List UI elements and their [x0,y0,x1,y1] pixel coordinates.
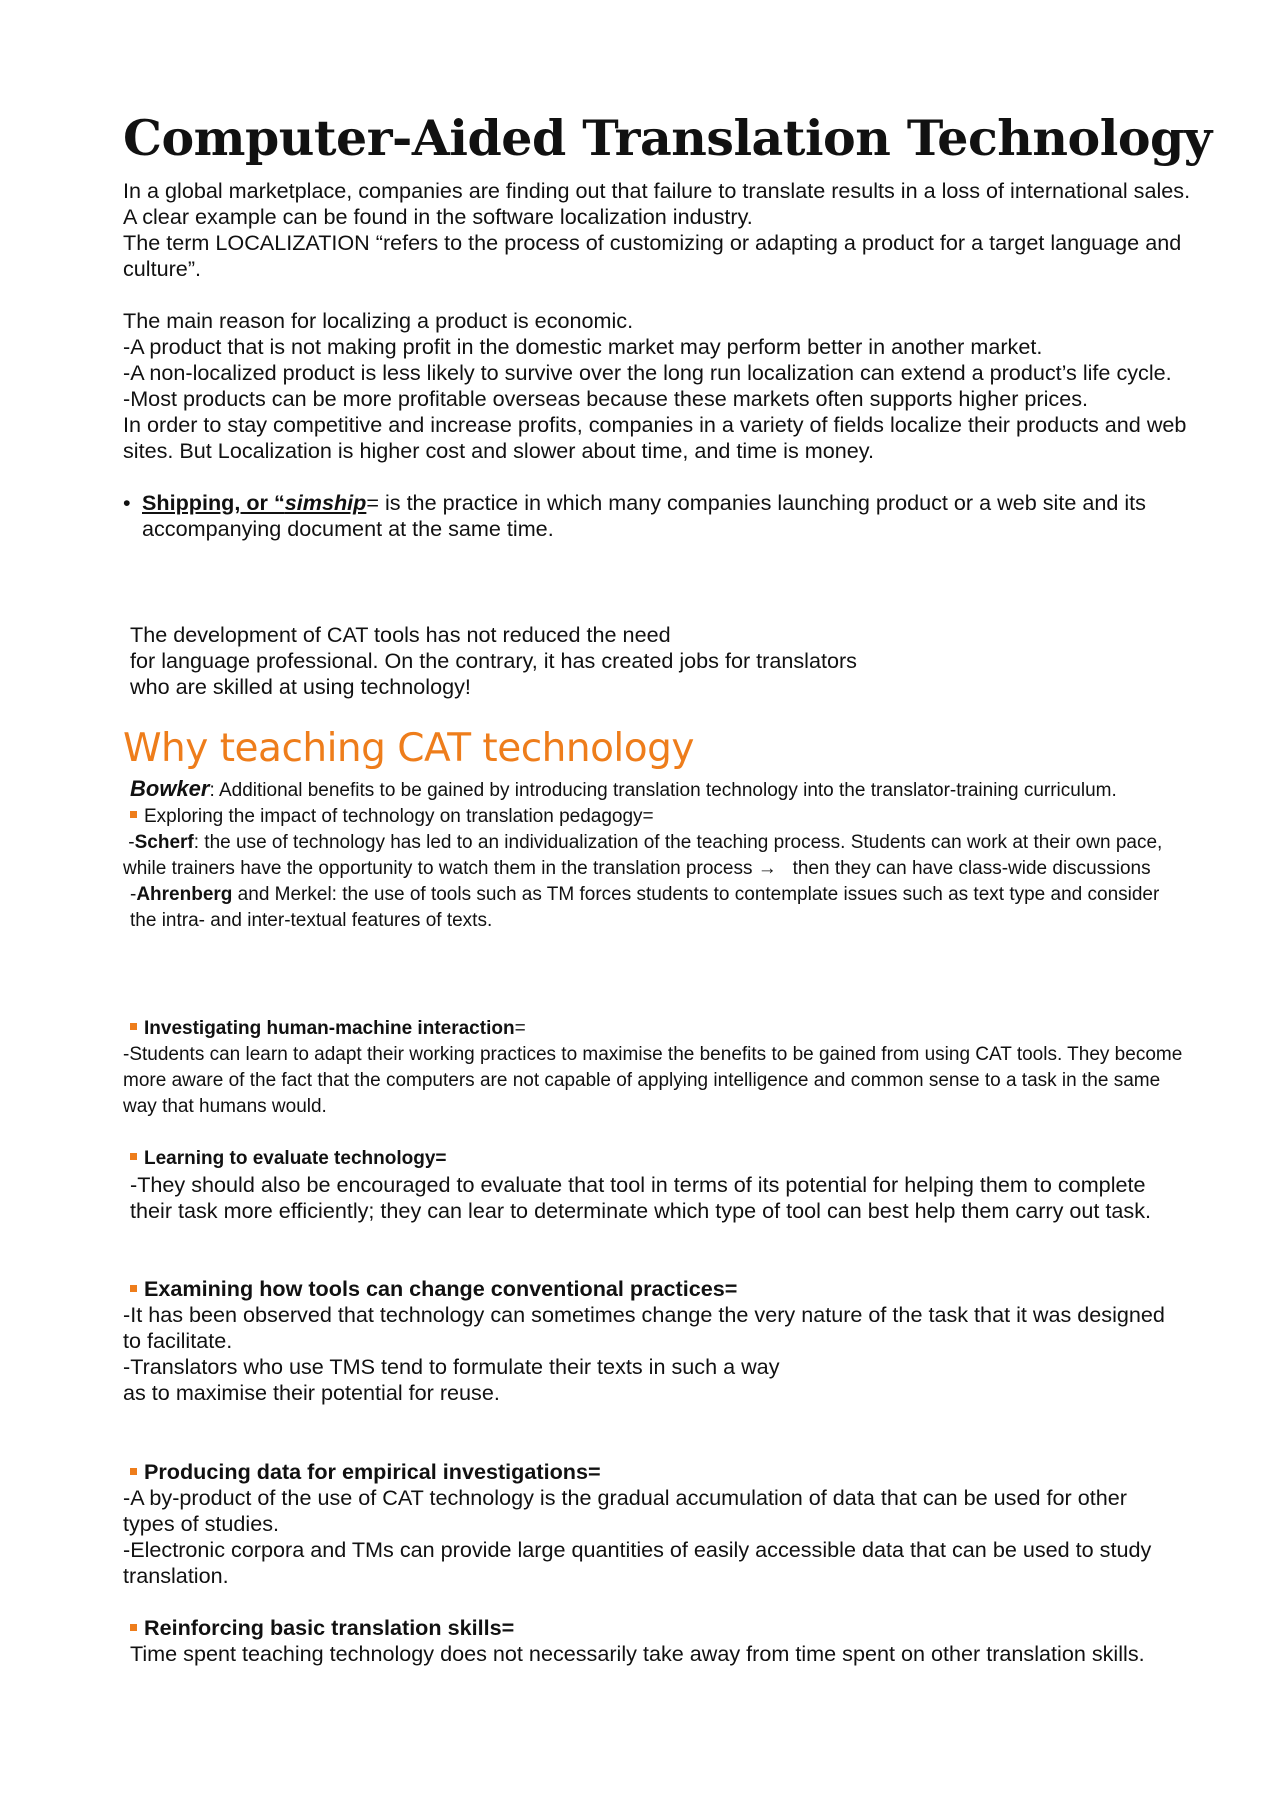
exploring-heading-text: Exploring the impact of technology on translation pedagogy= [144,806,654,827]
section-heading: Why teaching CAT technology [123,726,694,771]
investigating-heading-suffix: = [514,1018,526,1039]
cat-para-line: The development of CAT tools has not reduced the need [130,622,671,647]
intro-paragraph: In a global marketplace, companies are finding out that failure to translate results in a loss of international sales. A clear example can be found in the software localization industry. [123,178,1191,229]
exploring-heading [123,804,1183,830]
learning-heading-text: Learning to evaluate technology= [144,1148,447,1169]
orange-square-bullet-icon [130,1153,137,1160]
cat-para-line: for language professional. On the contrary, it has created jobs for translators [130,648,857,673]
ahrenberg-paragraph: -Ahrenberg and Merkel: the use of tools such as TM forces students to contemplate issues such as text type and consider the intra- and inter-textual features of texts. [130,884,1160,931]
reinforcing-text: Time spent teaching technology does not necessarily take away from time spent on other translation skills. [130,1641,1145,1666]
examining-section [123,1276,1183,1406]
cat-tools-paragraph [130,622,1130,700]
simship-definition: = is the practice in which many companies launching product or a web site and its accompanying document at the same time. [142,490,1146,541]
scherf-paragraph: -Scherf: the use of technology has led to an individualization of the teaching process. Students can work at their own pace, while trainers have the opportunity to watch them in the translation process → then they can have class-wide discussions [123,832,1163,879]
reason-higher-prices: -Most products can be more profitable overseas because these markets often supports higher prices. [123,386,1089,411]
producing-heading [123,1459,1183,1485]
localization-definition: The term LOCALIZATION “refers to the process of customizing or adapting a product for a target language and culture”. [123,230,1182,281]
cat-para-line: who are skilled at using technology! [130,674,471,699]
learning-section [123,1146,1183,1224]
orange-square-bullet-icon [130,1468,137,1475]
bowker-name: Bowker [130,776,210,801]
reinforcing-heading [123,1615,1183,1641]
scherf-name: Scherf [134,832,194,853]
economic-reason: The main reason for localizing a product is economic. [123,308,634,333]
reason-domestic-market: -A product that is not making profit in the domestic market may perform better in another market. [123,334,1043,359]
orange-square-bullet-icon [130,1624,137,1631]
bowker-text: : Additional benefits to be gained by introducing translation technology into the translator-training curriculum. [209,780,1117,801]
bowker-paragraph [123,776,1183,804]
examining-text: -It has been observed that technology can sometimes change the very nature of the task that it was designed to facilitate. [123,1302,1165,1353]
producing-text: -Electronic corpora and TMs can provide large quantities of easily accessible data that can be used to study translation. [123,1537,1152,1588]
scherf-text-continued: then they can have class-wide discussions [792,858,1151,879]
bullet-icon: • [123,490,131,515]
simship-term [142,490,366,515]
spacer [123,282,1203,308]
orange-square-bullet-icon [130,1285,137,1292]
producing-text: -A by-product of the use of CAT technology is the gradual accumulation of data that can be used for other types of studies. [123,1485,1127,1536]
simship-term-prefix: Shipping, or “ [142,490,285,515]
intro-section [123,178,1203,542]
reason-life-cycle: -A non-localized product is less likely to survive over the long run localization can extend a product’s life cycle. [123,360,1172,385]
competitive-paragraph: In order to stay competitive and increase profits, companies in a variety of fields localize their products and web sites. But Localization is higher cost and slower about time, and time is money. [123,412,1187,463]
orange-square-bullet-icon [130,811,137,818]
page-title: Computer-Aided Translation Technology [123,109,1212,167]
scherf-text: : the use of technology has led to an individualization of the teaching process. Students can work at their own pace, while trainers have the opportunity to watch them in the translation process [123,832,1163,879]
reinforcing-heading-text: Reinforcing basic translation skills= [144,1615,515,1640]
examining-heading-text: Examining how tools can change conventional practices= [144,1276,738,1301]
examining-text: -Translators who use TMS tend to formulate their texts in such a way [123,1354,780,1379]
simship-term-italic: simship [284,490,367,515]
ahrenberg-name: Ahrenberg [136,884,233,905]
learning-text: -They should also be encouraged to evaluate that tool in terms of its potential for helping them to complete their task more efficiently; they can lear to determinate which type of tool can best help them carry out task. [130,1172,1152,1223]
learning-heading [123,1146,1183,1172]
orange-square-bullet-icon [130,1023,137,1030]
right-arrow-icon: → [757,858,777,879]
examining-heading [123,1276,1183,1302]
reinforcing-section [123,1615,1183,1667]
bowker-section [123,776,1183,934]
investigating-heading [123,1016,1183,1042]
simship-text [142,490,1203,542]
ahrenberg-text: and Merkel: the use of tools such as TM forces students to contemplate issues such as text type and consider the intra- and inter-textual features of texts. [130,884,1160,931]
investigating-section [123,1016,1183,1120]
investigating-heading-text: Investigating human-machine interaction [144,1018,515,1039]
producing-section [123,1459,1183,1589]
simship-bullet [123,490,1203,542]
producing-heading-text: Producing data for empirical investigations= [144,1459,601,1484]
examining-text: as to maximise their potential for reuse. [123,1380,500,1405]
spacer [123,464,1203,490]
investigating-text: -Students can learn to adapt their working practices to maximise the benefits to be gained from using CAT tools. They become more aware of the fact that the computers are not capable of applying intelligence and common sense to a task in the same way that humans would. [123,1044,1183,1117]
